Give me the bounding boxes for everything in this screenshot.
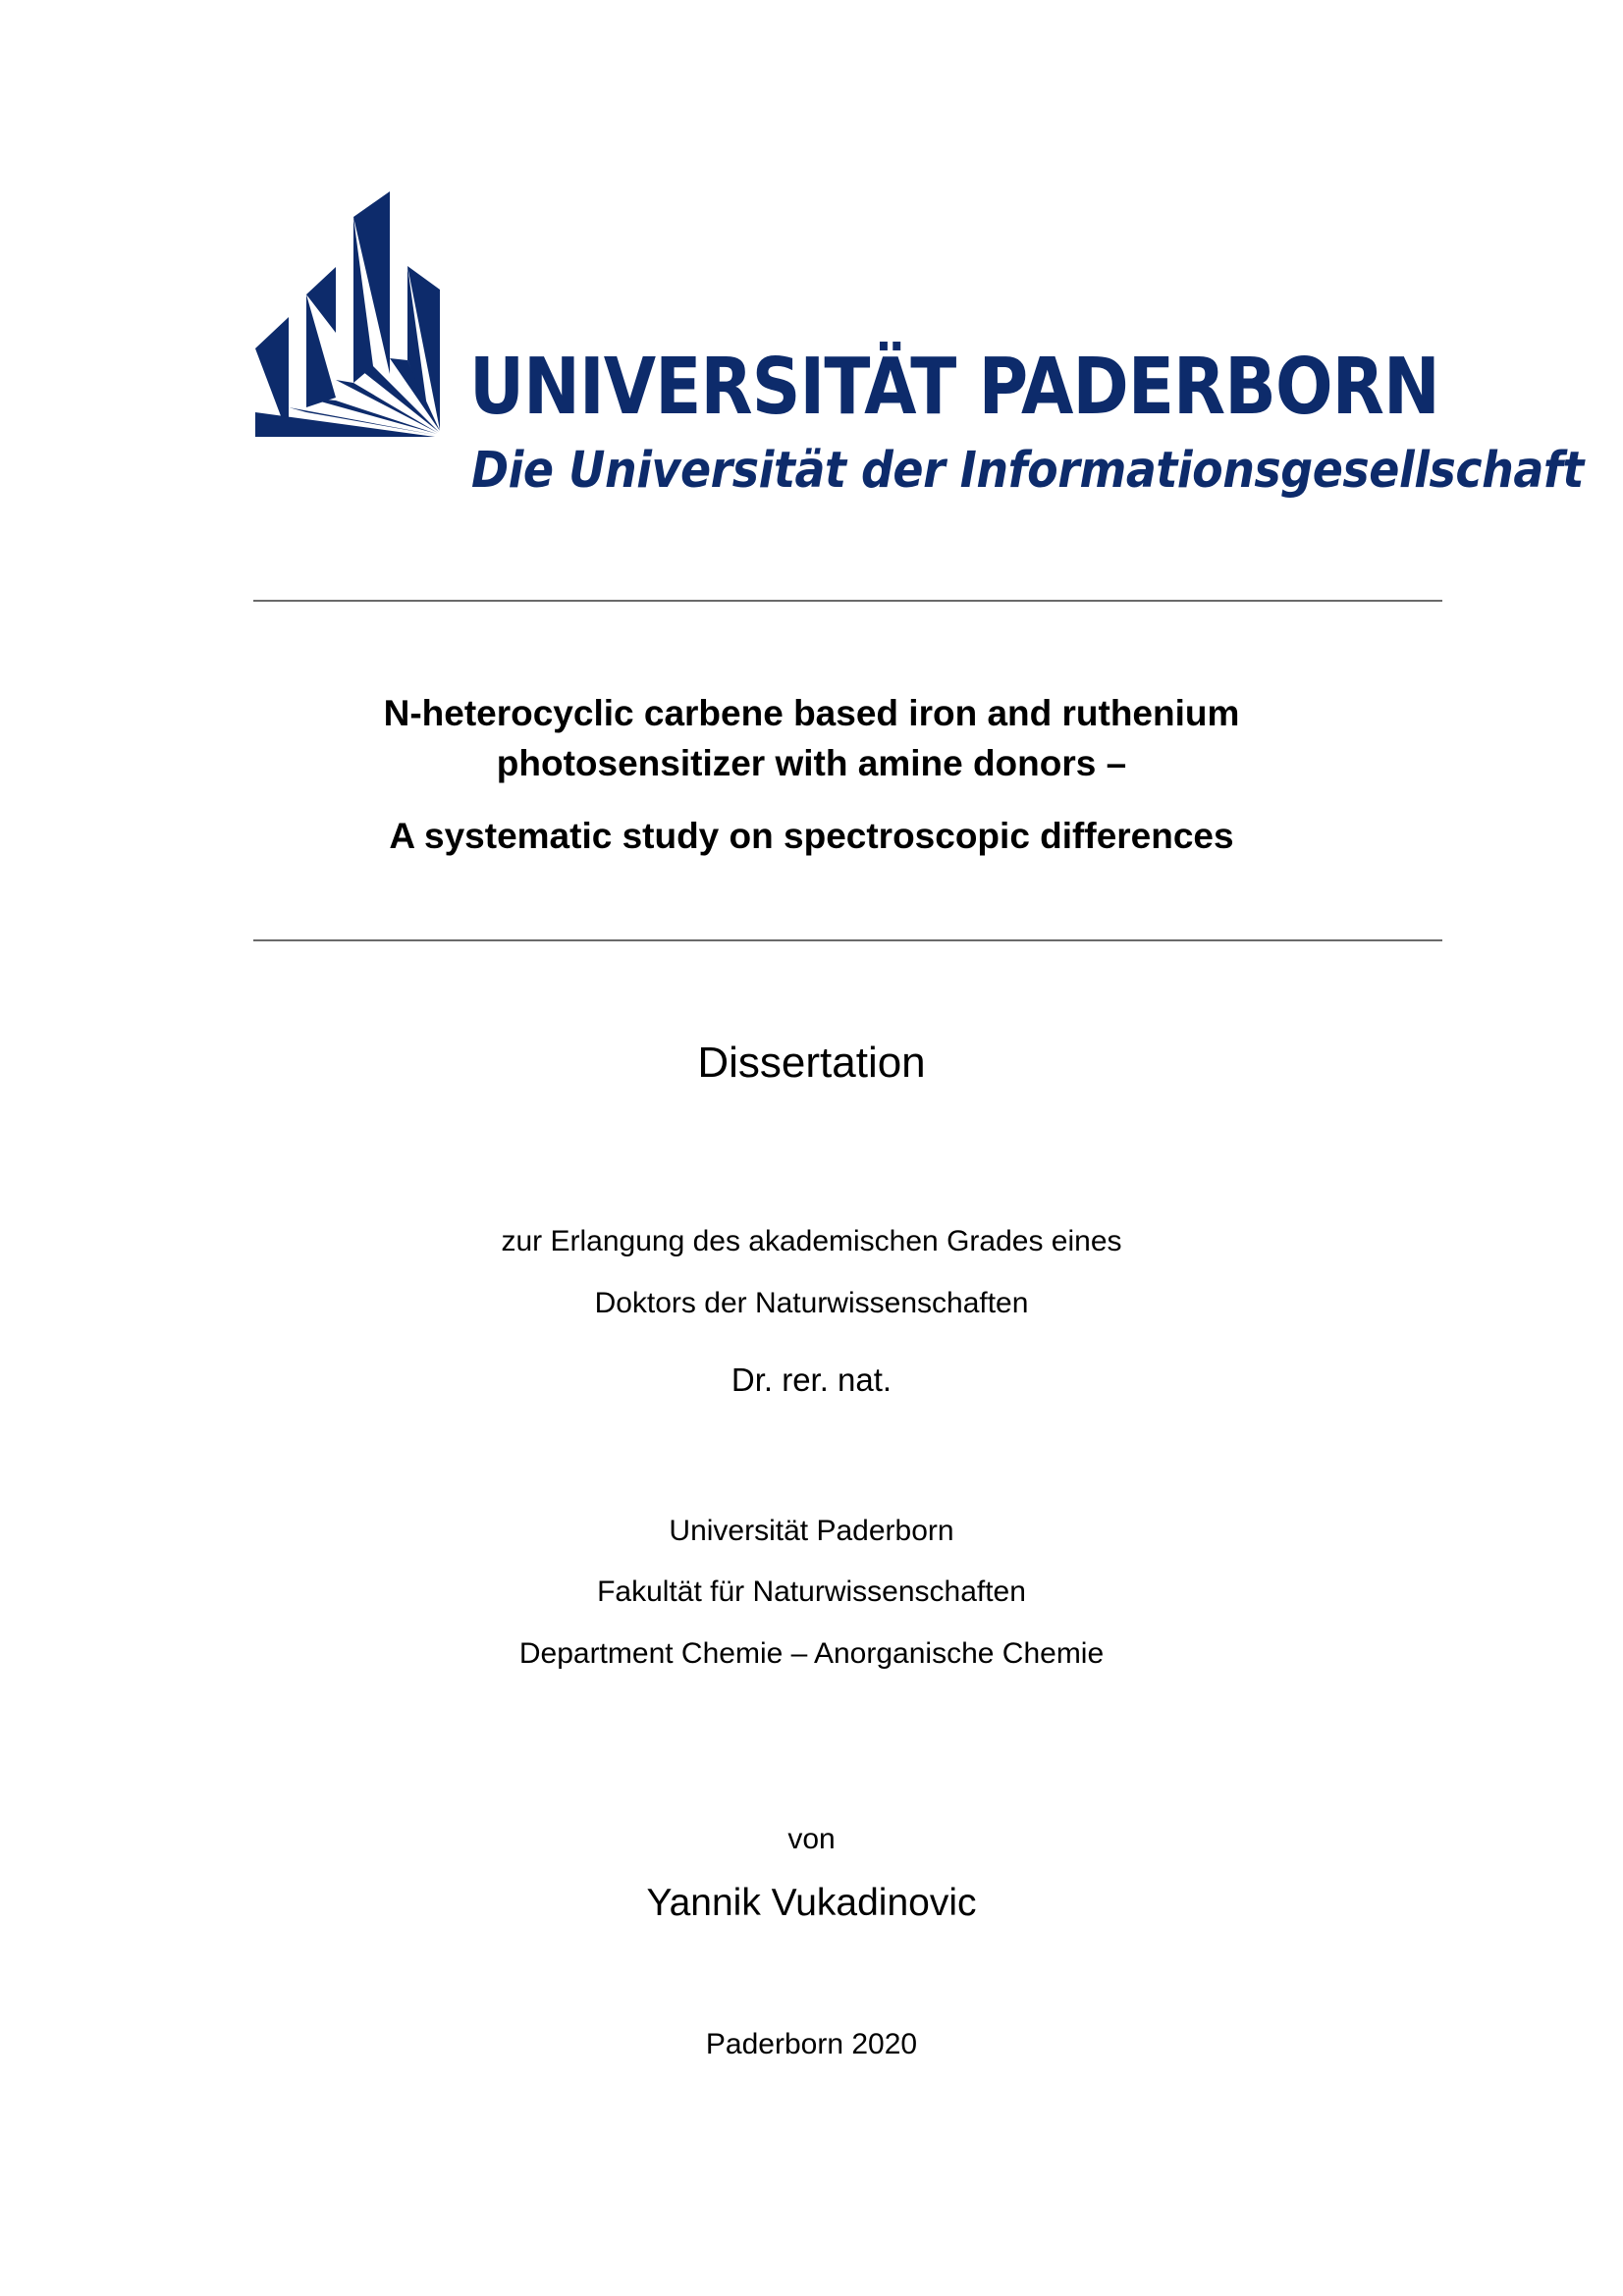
department-name: Department Chemie – Anorganische Chemie	[518, 1637, 1105, 1670]
document-type: Dissertation	[697, 1039, 926, 1087]
purpose-line-1: zur Erlangung des akademischen Grades eines	[501, 1225, 1122, 1257]
place-and-year: Paderborn 2020	[705, 2028, 918, 2060]
top-divider	[253, 600, 1442, 602]
faculty-name: Fakultät für Naturwissenschaften	[597, 1575, 1026, 1608]
purpose-line-2: Doktors der Naturwissenschaften	[594, 1287, 1029, 1319]
author-prefix: von	[787, 1823, 836, 1855]
title-line-2: photosensitizer with amine donors –	[496, 743, 1127, 783]
degree: Dr. rer. nat.	[730, 1362, 893, 1398]
title-line-1: N-heterocyclic carbene based iron and ruthenium	[383, 693, 1240, 733]
university-tagline-logo: Die Universität der Informationsgesellschaft	[471, 442, 1584, 500]
university-building-icon	[255, 191, 442, 437]
bottom-divider	[253, 939, 1442, 941]
title-line-3: A systematic study on spectroscopic differences	[389, 816, 1234, 856]
author-name: Yannik Vukadinovic	[646, 1882, 977, 1924]
university-name: Universität Paderborn	[669, 1515, 954, 1547]
university-name-logo: UNIVERSITÄT PADERBORN	[469, 342, 1439, 432]
